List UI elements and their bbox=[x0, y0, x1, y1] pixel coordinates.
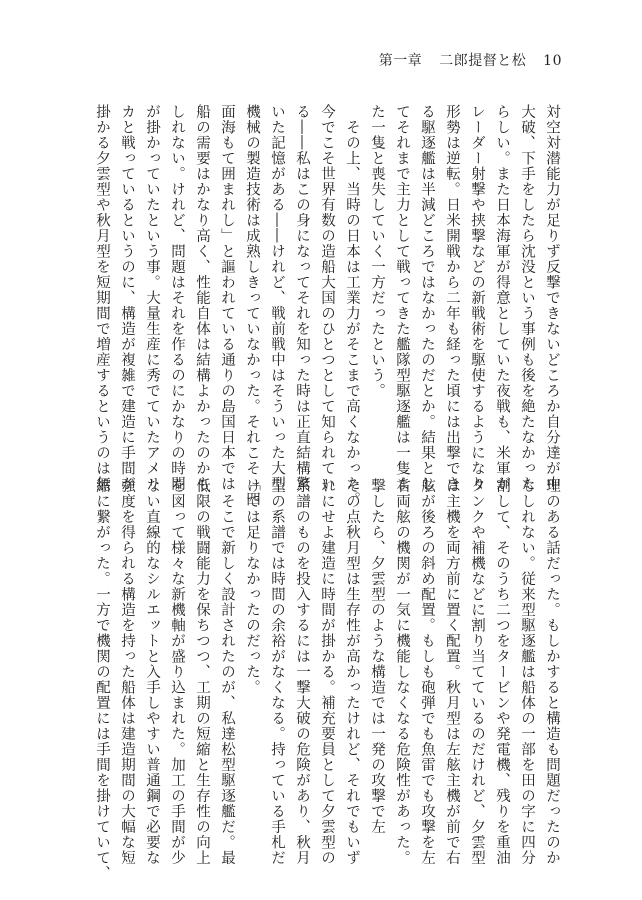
text-column: 対空対潜能力が足りず反撃できないどころか自分達が中 bbox=[544, 104, 560, 492]
text-column: いた記憶がある――けれど、戦前戦中はそういった大型 bbox=[269, 104, 285, 492]
text-column: 低限の戦闘能力を保ちつつ、工期の短縮と生存性の向上 bbox=[194, 478, 210, 866]
text-column: レーダー射撃や挟撃などの新戦術を駆使するようになり bbox=[469, 104, 485, 492]
text-column: けでは足りなかったのだった。 bbox=[244, 478, 260, 695]
text-column: ない直線的なシルエットと入手しやすい普通鋼で必要な bbox=[144, 478, 160, 866]
text-column: れにせよ建造に時間が掛かる。補充要員として夕雲型の bbox=[319, 478, 335, 866]
text-column: その点秋月型は生存性が高かったけれど、それでもいず bbox=[344, 478, 360, 866]
text-column: 割して、そのうち二つをタービンや発電機、残りを重油 bbox=[494, 478, 510, 866]
text-column: 縮に繋がった。一方で機関の配置には手間を掛けていて、 bbox=[94, 478, 110, 881]
page-number: 10 bbox=[543, 53, 562, 69]
text-column: らしい。また日本海軍が得意としていた夜戦も、米軍が bbox=[494, 104, 510, 492]
text-column: タンクや補機などに割り当てているのだけれど、夕雲型 bbox=[469, 478, 485, 866]
text-column: る――私はこの身になってそれを知った時は正直結構驚 bbox=[294, 104, 310, 492]
upper-text-block bbox=[94, 104, 564, 507]
text-column: 掛かる夕雲型や秋月型を短期間で増産するというのは無 bbox=[94, 104, 110, 492]
text-column: 系譜のものを投入するには一撃大破の危険があり、秋月 bbox=[294, 478, 310, 866]
text-column: 理のある話だった。もしかすると構造も問題だったのか bbox=[544, 478, 560, 866]
text-column: は主機を両方前に置く配置。秋月型は左舷主機が前で右 bbox=[444, 478, 460, 866]
text-column: 船の需要はかなり高く、性能自体は結構よかったのかも bbox=[194, 104, 210, 492]
text-column: カと戦っているというのに、構造が複雑で建造に手間が bbox=[119, 104, 135, 492]
text-column: 面海もて囲まれし」と謳われている通りの島国日本では bbox=[219, 104, 235, 492]
text-column: てそれまで主力として戦ってきた艦隊型駆逐艦は一隻ま bbox=[394, 104, 410, 492]
text-column: もしれない。従来型駆逐艦は船体の一部を田の字に四分 bbox=[519, 478, 535, 866]
text-column: 右両舷の機関が一気に機能しなくなる危険性があった。 bbox=[394, 478, 410, 866]
text-column: 形勢は逆転。日米開戦から二年も経った頃には出撃でき bbox=[444, 104, 460, 492]
text-column: しれない。けれど、問題はそれを作るのにかなりの時間 bbox=[169, 104, 185, 492]
text-column: 撃したら、夕雲型のような構造では一発の攻撃で左 bbox=[369, 478, 385, 835]
text-column: 強度を得られる構造を持った船体は建造期間の大幅な短 bbox=[119, 478, 135, 866]
text-column: そこで新しく設計されたのが、私達松型駆逐艦だ。最 bbox=[219, 478, 235, 866]
text-column: 型の系譜では時間の余裕がなくなる。持っている手札だ bbox=[269, 478, 285, 866]
text-column: が掛かっていたという事。大量生産に秀でていたアメリ bbox=[144, 104, 160, 492]
running-header bbox=[367, 50, 562, 70]
text-column: 舷が後ろの斜め配置。もしも砲弾でも魚雷でも攻撃を左 bbox=[419, 478, 435, 866]
text-column: る駆逐艦は半減どころではなかったのだとか。結果とし bbox=[419, 104, 435, 492]
text-column: を図って様々な新機軸が盛り込まれた。加工の手間が少 bbox=[169, 478, 185, 866]
chapter-label: 第一章 bbox=[378, 53, 423, 69]
text-column: その上、当時の日本は工業力がそこまで高くなかった。 bbox=[344, 104, 360, 507]
chapter-title: 二郎提督と松 bbox=[439, 53, 527, 69]
text-column: た一隻と喪失していく一方だったという。 bbox=[369, 104, 385, 399]
text-column: 機械の製造技術は成熟しきっていなかった。それこそ「四 bbox=[244, 104, 260, 507]
text-column: 大破、下手をしたら沈没という事例も後を絶たなかった bbox=[519, 104, 535, 492]
lower-text-block bbox=[94, 478, 564, 881]
text-column: 今でこそ世界有数の造船大国のひとつとして知られてい bbox=[319, 104, 335, 492]
